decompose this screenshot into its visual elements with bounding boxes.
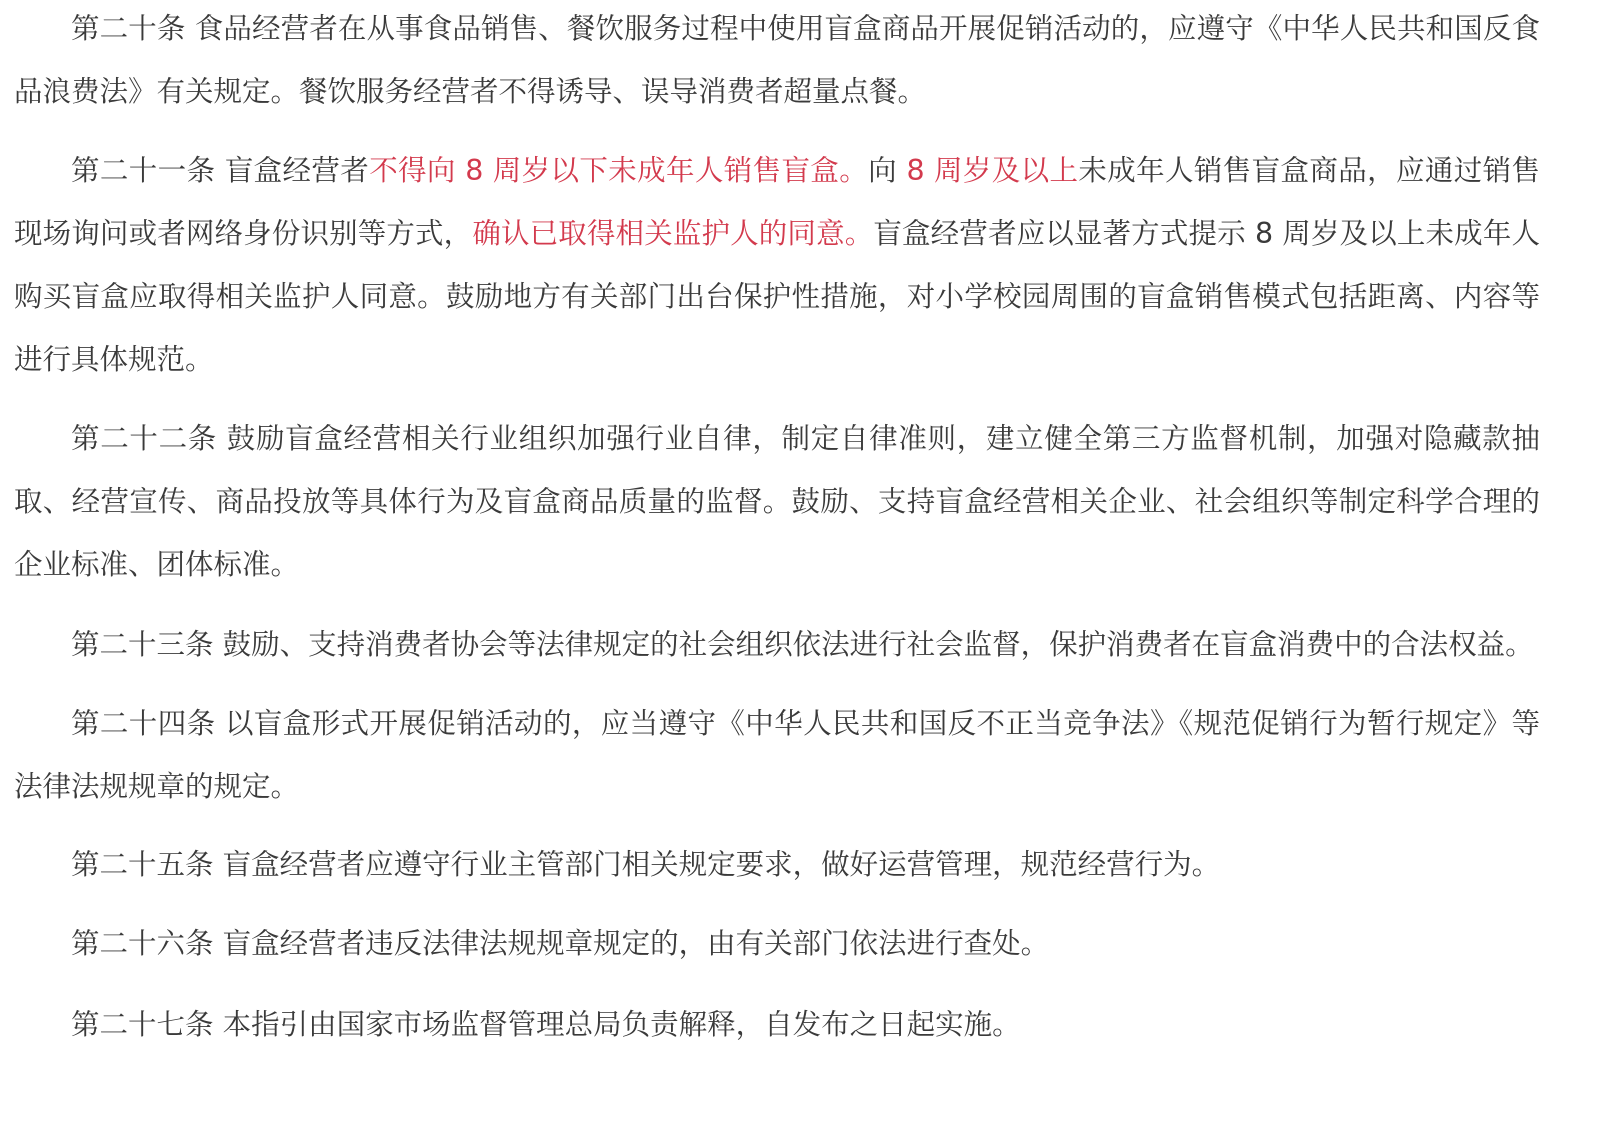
- article-number: 第二十三条: [71, 628, 214, 661]
- article-text: 本指引由国家市场监督管理总局负责解释，自发布之日起实施。: [222, 1008, 1021, 1041]
- article-21: [14, 139, 1540, 391]
- document-body: [14, 0, 1540, 1056]
- highlighted-text: 8 周岁及以上: [906, 154, 1079, 187]
- article-23: [14, 613, 1540, 676]
- article-text-segment: 盲盒经营者应以显著方式提示 8 周岁及以上未成年人购买盲盒应取得相关监护人同意。鼓励地方有关部门出台保护性措施，对小学校园周围的盲盒销售模式包括距离、内容等进行具体规范。: [14, 217, 1540, 376]
- article-text-segment: 向: [868, 154, 907, 187]
- highlighted-text: 确认已取得相关监护人的同意。: [472, 217, 874, 250]
- article-number: 第二十一条: [71, 154, 216, 187]
- article-number: 第二十二条: [71, 422, 217, 455]
- article-text: 以盲盒形式开展促销活动的，应当遵守《中华人民共和国反不正当竞争法》《规范促销行为暂行规定》等法律法规规章的规定。: [14, 707, 1540, 803]
- article-20: [14, 0, 1540, 123]
- article-25: [14, 833, 1540, 896]
- article-number: 第二十条: [71, 12, 186, 45]
- article-text: 食品经营者在从事食品销售、餐饮服务过程中使用盲盒商品开展促销活动的，应遵守《中华人民共和国反食品浪费法》有关规定。餐饮服务经营者不得诱导、误导消费者超量点餐。: [14, 12, 1540, 108]
- article-text: 鼓励盲盒经营相关行业组织加强行业自律，制定自律准则，建立健全第三方监督机制，加强对隐藏款抽取、经营宣传、商品投放等具体行为及盲盒商品质量的监督。鼓励、支持盲盒经营相关企业、社会组织等制定科学合理的企业标准、团体标准。: [14, 422, 1540, 581]
- article-text-segment: 盲盒经营者: [224, 154, 370, 187]
- article-22: [14, 407, 1540, 596]
- article-text: 盲盒经营者应遵守行业主管部门相关规定要求，做好运营管理，规范经营行为。: [222, 848, 1221, 881]
- article-24: [14, 692, 1540, 818]
- article-text: 盲盒经营者违反法律法规规章规定的，由有关部门依法进行查处。: [222, 927, 1050, 960]
- article-text-segment: 未成年人销售盲盒商品，应通过销售现场询问或者网络身份识别等方式，: [14, 154, 1540, 250]
- highlighted-text: 不得向 8 周岁以下未成年人销售盲盒。: [369, 154, 869, 187]
- article-number: 第二十六条: [71, 927, 214, 960]
- article-number: 第二十五条: [71, 848, 214, 881]
- article-26: [14, 912, 1540, 975]
- article-number: 第二十四条: [71, 707, 216, 740]
- article-number: 第二十七条: [71, 1008, 214, 1041]
- article-text: 鼓励、支持消费者协会等法律规定的社会组织依法进行社会监督，保护消费者在盲盒消费中的合法权益。: [222, 628, 1534, 661]
- article-27: [14, 993, 1540, 1056]
